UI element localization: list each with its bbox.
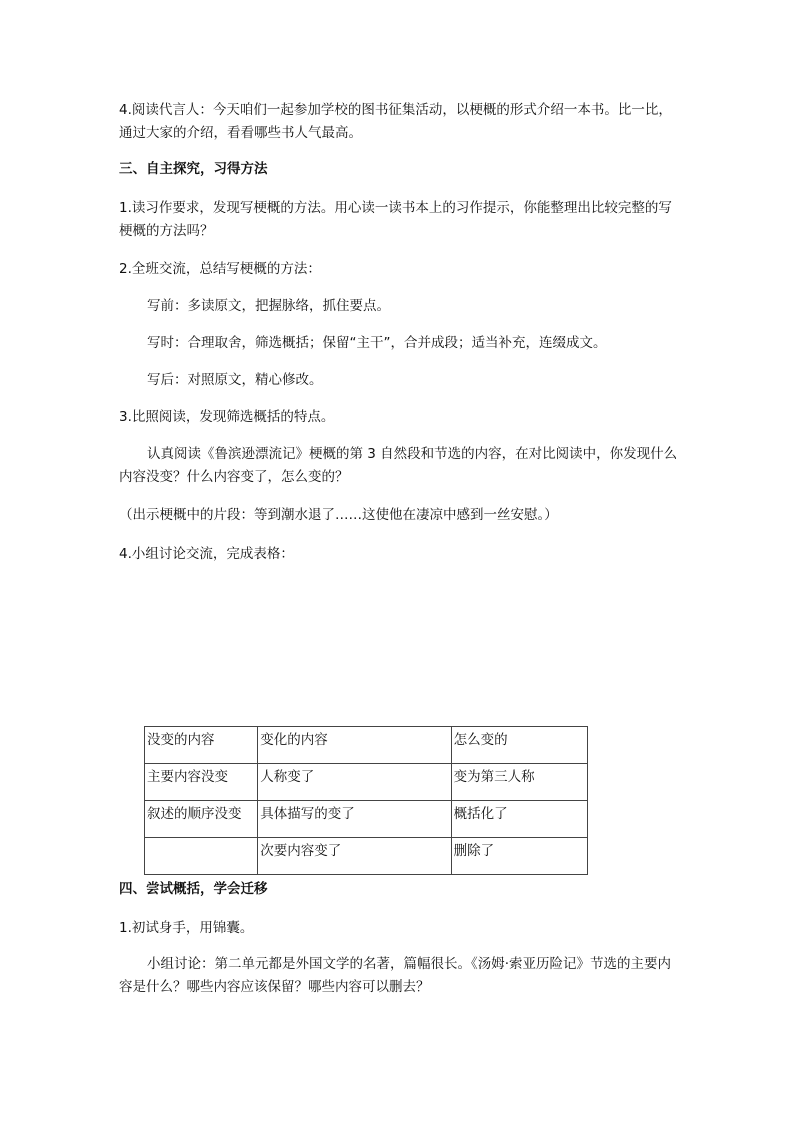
section-heading-4: 四、尝试概括，学会迁移 [119,881,268,897]
table-cell: 怎么变的 [451,727,587,764]
paragraph-read-requirements: 1.读习作要求，发现写梗概的方法。用心读一读书本上的习作提示，你能整理出比较完整的写梗概的方法吗？ [119,200,672,239]
table-row [145,838,588,875]
paragraph-reading-ambassador: 4.阅读代言人：今天咱们一起参加学校的图书征集活动，以梗概的形式介绍一本书。比一比，通过大家的介绍，看看哪些书人气最高。 [119,102,672,141]
paragraph-class-exchange: 2.全班交流，总结写梗概的方法： [119,261,321,277]
table-cell: 删除了 [451,838,587,875]
paragraph-careful-reading: 认真阅读《鲁滨逊漂流记》梗概的第 3 自然段和节选的内容，在对比阅读中，你发现什么内容没变？什么内容变了，怎么变的？ [119,446,678,485]
table-row [145,727,588,764]
comparison-table [144,726,588,875]
paragraph-group-talk: 小组讨论：第二单元都是外国文学的名著，篇幅很长。《汤姆·索亚历险记》节选的主要内容是什么？哪些内容应该保留？哪些内容可以删去？ [119,956,672,995]
table-row [145,801,588,838]
section-heading-3: 三、自主探究，习得方法 [119,161,268,177]
table-cell [145,838,258,875]
paragraph-compare-reading: 3.比照阅读，发现筛选概括的特点。 [119,409,335,425]
paragraph-excerpt-note: （出示梗概中的片段：等到潮水退了……这使他在凄凉中感到一丝安慰。） [119,507,558,523]
table-cell: 叙述的顺序没变 [145,801,258,838]
paragraph-group-discussion: 4.小组讨论交流，完成表格： [119,546,294,562]
table-cell: 变化的内容 [258,727,451,764]
table-cell: 主要内容没变 [145,764,258,801]
table-cell: 人称变了 [258,764,451,801]
method-before-writing: 写前：多读原文，把握脉络，抓住要点。 [147,298,390,314]
table-cell: 没变的内容 [145,727,258,764]
table-row [145,764,588,801]
method-while-writing: 写时：合理取舍，筛选概括；保留“主干”，合并成段；适当补充，连缀成文。 [147,335,607,351]
table-cell: 具体描写的变了 [258,801,451,838]
paragraph-first-try: 1.初试身手，用锦囊。 [119,920,254,936]
table-cell: 概括化了 [451,801,587,838]
table-cell: 次要内容变了 [258,838,451,875]
method-after-writing: 写后：对照原文，精心修改。 [147,372,323,388]
table-cell: 变为第三人称 [451,764,587,801]
